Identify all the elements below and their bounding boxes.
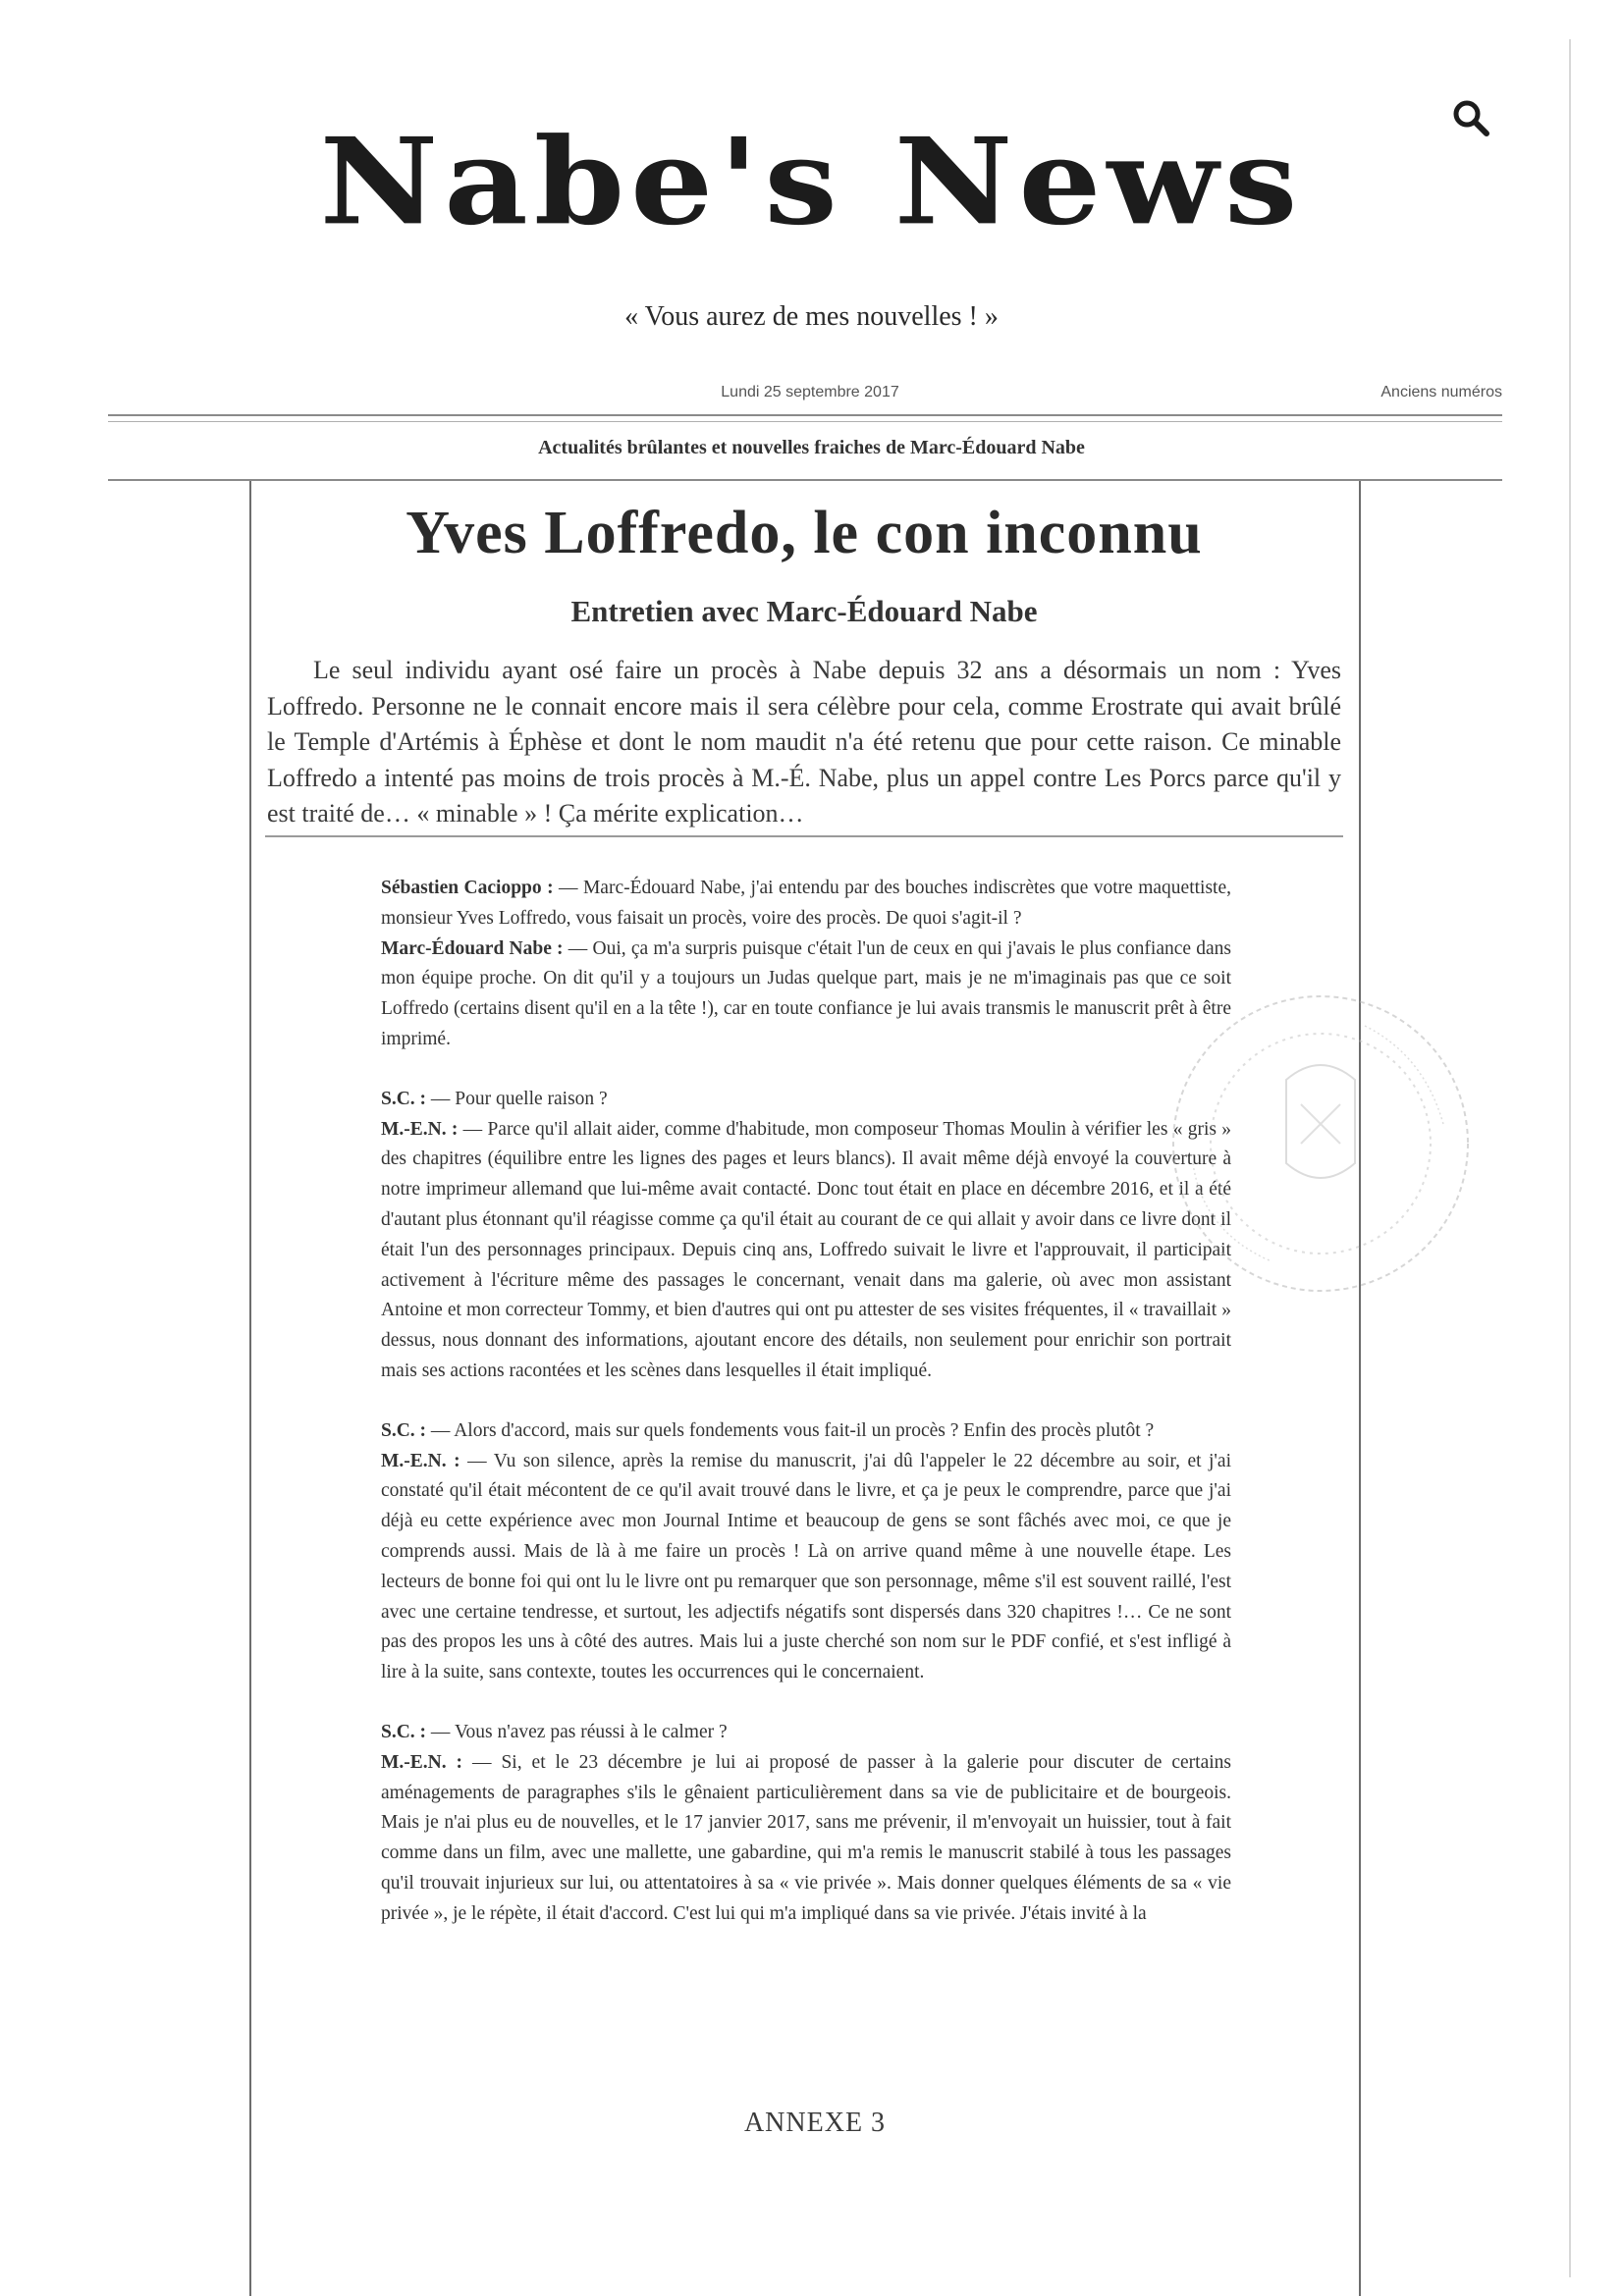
- dialogue-answer: [381, 934, 1231, 1055]
- article-intro: Le seul individu ayant osé faire un procès à Nabe depuis 32 ans a désormais un nom : Yves Loffredo. Personne ne le connait encore mais il sera célèbre pour cela, comme Erostrate qui avait brûlé le Temple d'Artémis à Éphèse et dont le nom maudit n'a été retenu que pour cette raison. Ce minable Loffredo a intenté pas moins de trois procès à M.-É. Nabe, plus un appel contre Les Porcs parce qu'il y est traité de… « minable » ! Ça mérite explication…: [267, 656, 1341, 828]
- search-icon[interactable]: [1451, 98, 1490, 137]
- article-frame-right: [1359, 481, 1361, 2296]
- header-divider-top: [108, 414, 1502, 416]
- dialogue-text: — Marc-Édouard Nabe, j'ai entendu par des bouches indiscrètes que votre maquettiste, monsieur Yves Loffredo, vous faisait un procès, voire des procès. De quoi s'agit-il ?: [381, 878, 1231, 929]
- header-divider-top-2: [108, 421, 1502, 422]
- speaker-label: S.C. :: [381, 1721, 427, 1742]
- dialogue-answer: [381, 1748, 1231, 1930]
- dialogue-text: — Oui, ça m'a surpris puisque c'était l'un de ceux en qui j'avais le plus confiance dans mon équipe proche. On dit qu'il y a toujours un Judas quelque part, mais je ne m'imaginais pas que ce soit Loffredo (certains disent qu'il en a la tête !), car en toute confiance je lui avais transmis le manuscrit prêt à être imprimé.: [381, 937, 1231, 1049]
- dialogue-answer: [381, 1447, 1231, 1688]
- paragraph-gap: [381, 1387, 1231, 1416]
- header-divider-bottom: [108, 479, 1502, 481]
- scan-edge: [1569, 39, 1571, 2277]
- article-frame-left: [249, 481, 251, 2296]
- dialogue-text: — Si, et le 23 décembre je lui ai proposé de passer à la galerie pour discuter de certains aménagements de paragraphes s'ils le gênaient particulièrement dans sa vie de publicitaire et de bourgeois. Mais je n'ai plus eu de nouvelles, et le 17 janvier 2017, sans me prévenir, il m'envoyait un huissier, tout à fait comme dans un film, avec une mallette, une gabardine, qui m'a remis le manuscrit stabilé à tous les passages qu'il trouvait injurieux sur lui, ou attentatoires à sa « vie privée ». Mais donner quelques éléments de sa « vie privée », je le répète, il était d'accord. C'est lui qui m'a impliqué dans sa vie privée. J'étais invité à la: [381, 1751, 1232, 1924]
- dialogue-text: — Pour quelle raison ?: [426, 1088, 608, 1109]
- dialogue-text: — Alors d'accord, mais sur quels fondements vous fait-il un procès ? Enfin des procès plutôt ?: [426, 1419, 1155, 1441]
- dialogue-question: [381, 1718, 1231, 1748]
- speaker-label: S.C. :: [381, 1088, 427, 1109]
- site-subtitle: Actualités brûlantes et nouvelles fraiches de Marc-Édouard Nabe: [538, 437, 1085, 458]
- dialogue-text: — Vu son silence, après la remise du manuscrit, j'ai dû l'appeler le 22 décembre au soir, et j'ai constaté qu'il était mécontent de ce qu'il avait trouvé dans le livre, et ça je peux le comprendre, parce que j'ai déjà eu cette expérience avec mon Journal Intime et beaucoup de gens se sont fâchés avec moi, ce que je comprends aussi. Mais de là à me faire un procès ! Là on arrive quand même à une nouvelle étape. Les lecteurs de bonne foi qui ont lu le livre ont pu remarquer que son personnage, même s'il est souvent raillé, l'est avec une certaine tendresse, et surtout, les adjectifs négatifs sont dispersés dans 320 chapitres !… Ce ne sont pas des propos les uns à côté des autres. Mais lui a juste cherché son nom sur le PDF confié, et s'est infligé à lire à la suite, sans contexte, toutes les occurrences qui le concernaient.: [381, 1450, 1232, 1683]
- dialogue-question: [381, 1416, 1231, 1447]
- dialogue-answer: [381, 1115, 1231, 1387]
- paragraph-gap: [381, 1055, 1231, 1085]
- speaker-label: M.-E.N. :: [381, 1450, 460, 1471]
- intro-divider: [265, 835, 1343, 837]
- bailiff-stamp: [1139, 987, 1478, 1306]
- interview-title: Entretien avec Marc-Édouard Nabe: [570, 594, 1038, 628]
- speaker-label: M.-E.N. :: [381, 1751, 463, 1773]
- dialogue-text: — Vous n'avez pas réussi à le calmer ?: [426, 1721, 728, 1742]
- annex-label: ANNEXE 3: [677, 2108, 952, 2139]
- paragraph-gap: [381, 1688, 1231, 1718]
- article-headline: Yves Loffredo, le con inconnu: [406, 500, 1203, 566]
- masthead-title: Nabe's News: [319, 112, 1304, 252]
- tagline: « Vous aurez de mes nouvelles ! »: [624, 301, 999, 332]
- interview-body: [381, 874, 1231, 1930]
- issue-date: Lundi 25 septembre 2017: [721, 384, 899, 400]
- speaker-label: Marc-Édouard Nabe :: [381, 937, 564, 959]
- speaker-label: M.-E.N. :: [381, 1118, 459, 1140]
- dialogue-question: [381, 874, 1231, 934]
- speaker-label: Sébastien Cacioppo :: [381, 878, 554, 898]
- dialogue-text: — Parce qu'il allait aider, comme d'habitude, mon composeur Thomas Moulin à vérifier les « gris » des chapitres (équilibre entre les lignes des pages et leurs blancs). Il avait même déjà envoyé la couverture à notre imprimeur allemand que lui-même avait contacté. Donc tout était en place en décembre 2016, et il a été d'autant plus étonnant qu'il réagisse comme ça qu'il était au courant de ce qui allait y avoir dans ce livre dont il était l'un des personnages principaux. Depuis cinq ans, Loffredo suivait le livre et l'approuvait, il participait activement à l'écriture même des passages le concernant, venait dans ma galerie, où avec mon assistant Antoine et mon correcteur Tommy, et bien d'autres qui ont pu attester de ses visites fréquentes, il « travaillait » dessus, nous donnant des informations, ajoutant encore des détails, non seulement pour enrichir son portrait mais ses actions racontées et les scènes dans lesquelles il était impliqué.: [381, 1118, 1231, 1381]
- archives-link[interactable]: Anciens numéros: [1380, 384, 1502, 400]
- speaker-label: S.C. :: [381, 1419, 427, 1441]
- dialogue-question: [381, 1085, 1231, 1115]
